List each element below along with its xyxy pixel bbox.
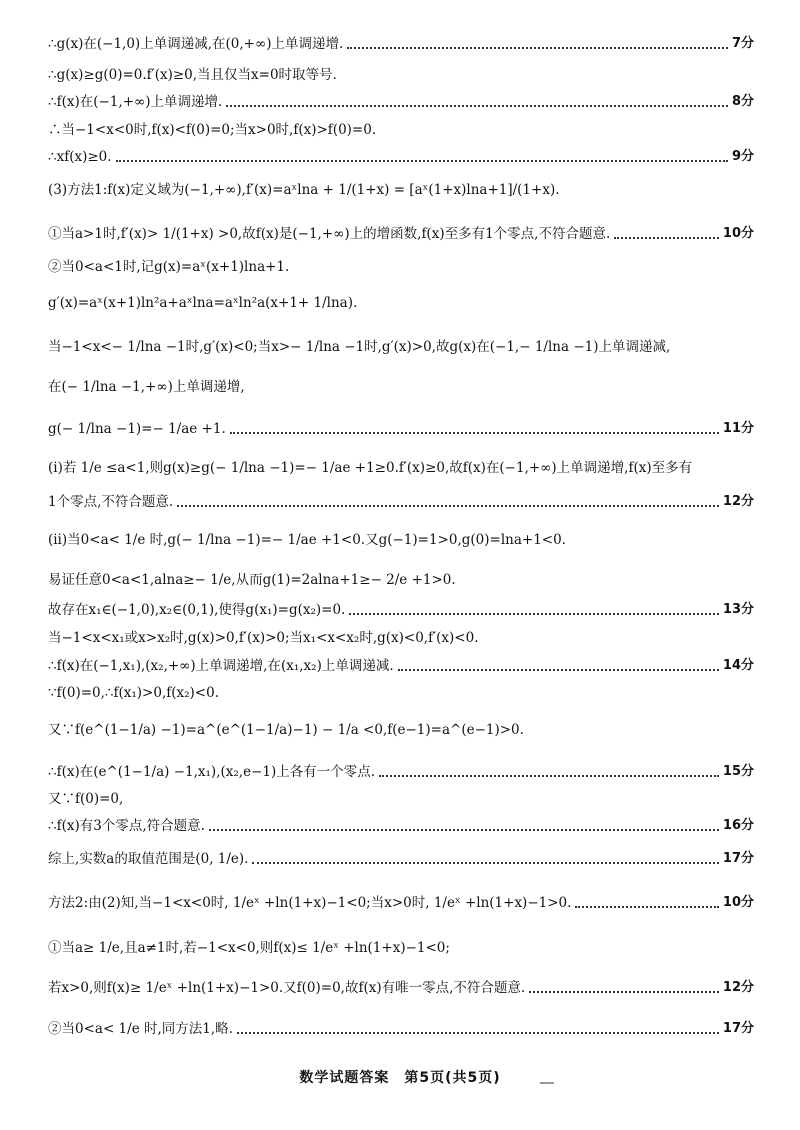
solution-line xyxy=(48,816,754,836)
line-text: g′(x)=aˣ(x+1)ln²a+aˣlna=aˣln²a(x+1+ 1/lna). xyxy=(48,295,358,311)
solution-line xyxy=(48,458,754,478)
line-text: 方法2:由(2)知,当−1<x<0时, 1/eˣ +ln(1+x)−1<0;当x>0时, 1/eˣ +ln(1+x)−1>0. xyxy=(48,895,572,911)
line-text: (ⅱ)当0<a< 1/e 时,g(− 1/lna −1)=− 1/ae +1<0.又g(−1)=1>0,g(0)=lna+1<0. xyxy=(48,532,566,548)
dot-leader xyxy=(226,104,728,107)
dot-leader xyxy=(209,828,719,831)
score-mark: 17分 xyxy=(722,1021,754,1036)
line-text: ∴g(x)≥g(0)=0.f′(x)≥0,当且仅当x=0时取等号. xyxy=(48,67,337,83)
line-text: 若x>0,则f(x)≥ 1/eˣ +ln(1+x)−1>0.又f(0)=0,故f(x)有唯一零点,不符合题意. xyxy=(48,980,526,996)
dot-leader xyxy=(230,431,719,434)
score-mark: 10分 xyxy=(722,895,754,910)
solution-line xyxy=(48,849,754,869)
solution-line xyxy=(48,530,754,550)
line-text: 1个零点,不符合题意. xyxy=(48,494,174,510)
solution-line xyxy=(48,1019,754,1039)
solution-line xyxy=(48,65,754,85)
line-text: g(− 1/lna −1)=− 1/ae +1. xyxy=(48,421,226,437)
scan-mark xyxy=(540,1082,554,1084)
line-text: 当−1<x<x₁或x>x₂时,g(x)>0,f′(x)>0;当x₁<x<x₂时,g(x)<0,f′(x)<0. xyxy=(48,630,479,646)
solution-line xyxy=(48,92,754,112)
solution-line xyxy=(48,377,754,397)
solution-line xyxy=(48,600,754,620)
solution-line xyxy=(48,180,754,200)
line-text: ∴当−1<x<0时,f(x)<f(0)=0;当x>0时,f(x)>f(0)=0. xyxy=(48,122,377,138)
line-text: 又∵f(e^(1−1/a) −1)=a^(e^(1−1/a)−1) − 1/a <0,f(e−1)=a^(e−1)>0. xyxy=(48,722,524,738)
line-text: ∴f(x)在(−1,+∞)上单调递增. xyxy=(48,94,223,110)
solution-line xyxy=(48,893,754,913)
line-text: ②当0<a<1时,记g(x)=aˣ(x+1)lna+1. xyxy=(48,259,290,275)
score-mark: 8分 xyxy=(731,94,754,109)
solution-line xyxy=(48,656,754,676)
solution-line xyxy=(48,789,754,809)
line-text: ①当a>1时,f′(x)> 1/(1+x) >0,故f(x)是(−1,+∞)上的增函数,f(x)至多有1个零点,不符合题意. xyxy=(48,226,611,242)
line-text: ②当0<a< 1/e 时,同方法1,略. xyxy=(48,1021,233,1037)
line-text: 当−1<x<− 1/lna −1时,g′(x)<0;当x>− 1/lna −1时,g′(x)>0,故g(x)在(−1,− 1/lna −1)上单调递减, xyxy=(48,339,671,355)
line-text: ∴f(x)在(e^(1−1/a) −1,x₁),(x₂,e−1)上各有一个零点. xyxy=(48,764,376,780)
dot-leader xyxy=(347,46,728,49)
solution-line xyxy=(48,147,754,167)
score-mark: 11分 xyxy=(722,421,754,436)
score-mark: 12分 xyxy=(722,980,754,995)
dot-leader xyxy=(398,668,719,671)
score-mark: 9分 xyxy=(731,149,754,164)
solution-line xyxy=(48,570,754,590)
line-text: 综上,实数a的取值范围是(0, 1/e). xyxy=(48,851,249,867)
solution-line xyxy=(48,419,754,439)
score-mark: 10分 xyxy=(722,226,754,241)
score-mark: 7分 xyxy=(731,36,754,51)
dot-leader xyxy=(575,905,718,908)
solution-line xyxy=(48,34,754,54)
score-mark: 14分 xyxy=(722,658,754,673)
solution-line xyxy=(48,762,754,782)
solution-line xyxy=(48,120,754,140)
solution-line xyxy=(48,720,754,740)
score-mark: 13分 xyxy=(722,602,754,617)
line-text: 又∵f(0)=0, xyxy=(48,791,124,807)
line-text: 易证任意0<a<1,alna≥− 1/e,从而g(1)=2alna+1≥− 2/e +1>0. xyxy=(48,572,456,588)
dot-leader xyxy=(529,990,719,993)
solution-line xyxy=(48,224,754,244)
line-text: (3)方法1:f(x)定义域为(−1,+∞),f′(x)=aˣlna + 1/(1+x) = [aˣ(1+x)lna+1]/(1+x). xyxy=(48,182,560,198)
solution-line xyxy=(48,257,754,277)
solution-line xyxy=(48,293,754,313)
dot-leader xyxy=(349,612,719,615)
dot-leader xyxy=(614,236,719,239)
score-mark: 16分 xyxy=(722,818,754,833)
line-text: ∴f(x)有3个零点,符合题意. xyxy=(48,818,205,834)
line-text: ∴f(x)在(−1,x₁),(x₂,+∞)上单调递增,在(x₁,x₂)上单调递减. xyxy=(48,658,394,674)
line-text: ∵f(0)=0,∴f(x₁)>0,f(x₂)<0. xyxy=(48,685,219,701)
line-text: 故存在x₁∈(−1,0),x₂∈(0,1),使得g(x₁)=g(x₂)=0. xyxy=(48,602,346,618)
score-mark: 15分 xyxy=(722,764,754,779)
score-mark: 17分 xyxy=(722,851,754,866)
line-text: ①当a≥ 1/e,且a≠1时,若−1<x<0,则f(x)≤ 1/eˣ +ln(1+x)−1<0; xyxy=(48,940,450,956)
dot-leader xyxy=(379,774,719,777)
solution-line xyxy=(48,492,754,512)
dot-leader xyxy=(252,861,718,864)
solution-line xyxy=(48,938,754,958)
solution-line xyxy=(48,337,754,357)
dot-leader xyxy=(237,1031,719,1034)
line-text: (ⅰ)若 1/e ≤a<1,则g(x)≥g(− 1/lna −1)=− 1/ae +1≥0.f′(x)≥0,故f(x)在(−1,+∞)上单调递增,f(x)至多有 xyxy=(48,460,693,476)
dot-leader xyxy=(177,504,719,507)
solution-line xyxy=(48,628,754,648)
line-text: ∴xf(x)≥0. xyxy=(48,149,112,165)
score-mark: 12分 xyxy=(722,494,754,509)
line-text: ∴g(x)在(−1,0)上单调递减,在(0,+∞)上单调递增. xyxy=(48,36,344,52)
line-text: 在(− 1/lna −1,+∞)上单调递增, xyxy=(48,379,245,395)
solution-line xyxy=(48,683,754,703)
page-footer: 数学试题答案 第5页(共5页) xyxy=(299,1070,501,1086)
dot-leader xyxy=(116,159,728,162)
solution-line xyxy=(48,978,754,998)
